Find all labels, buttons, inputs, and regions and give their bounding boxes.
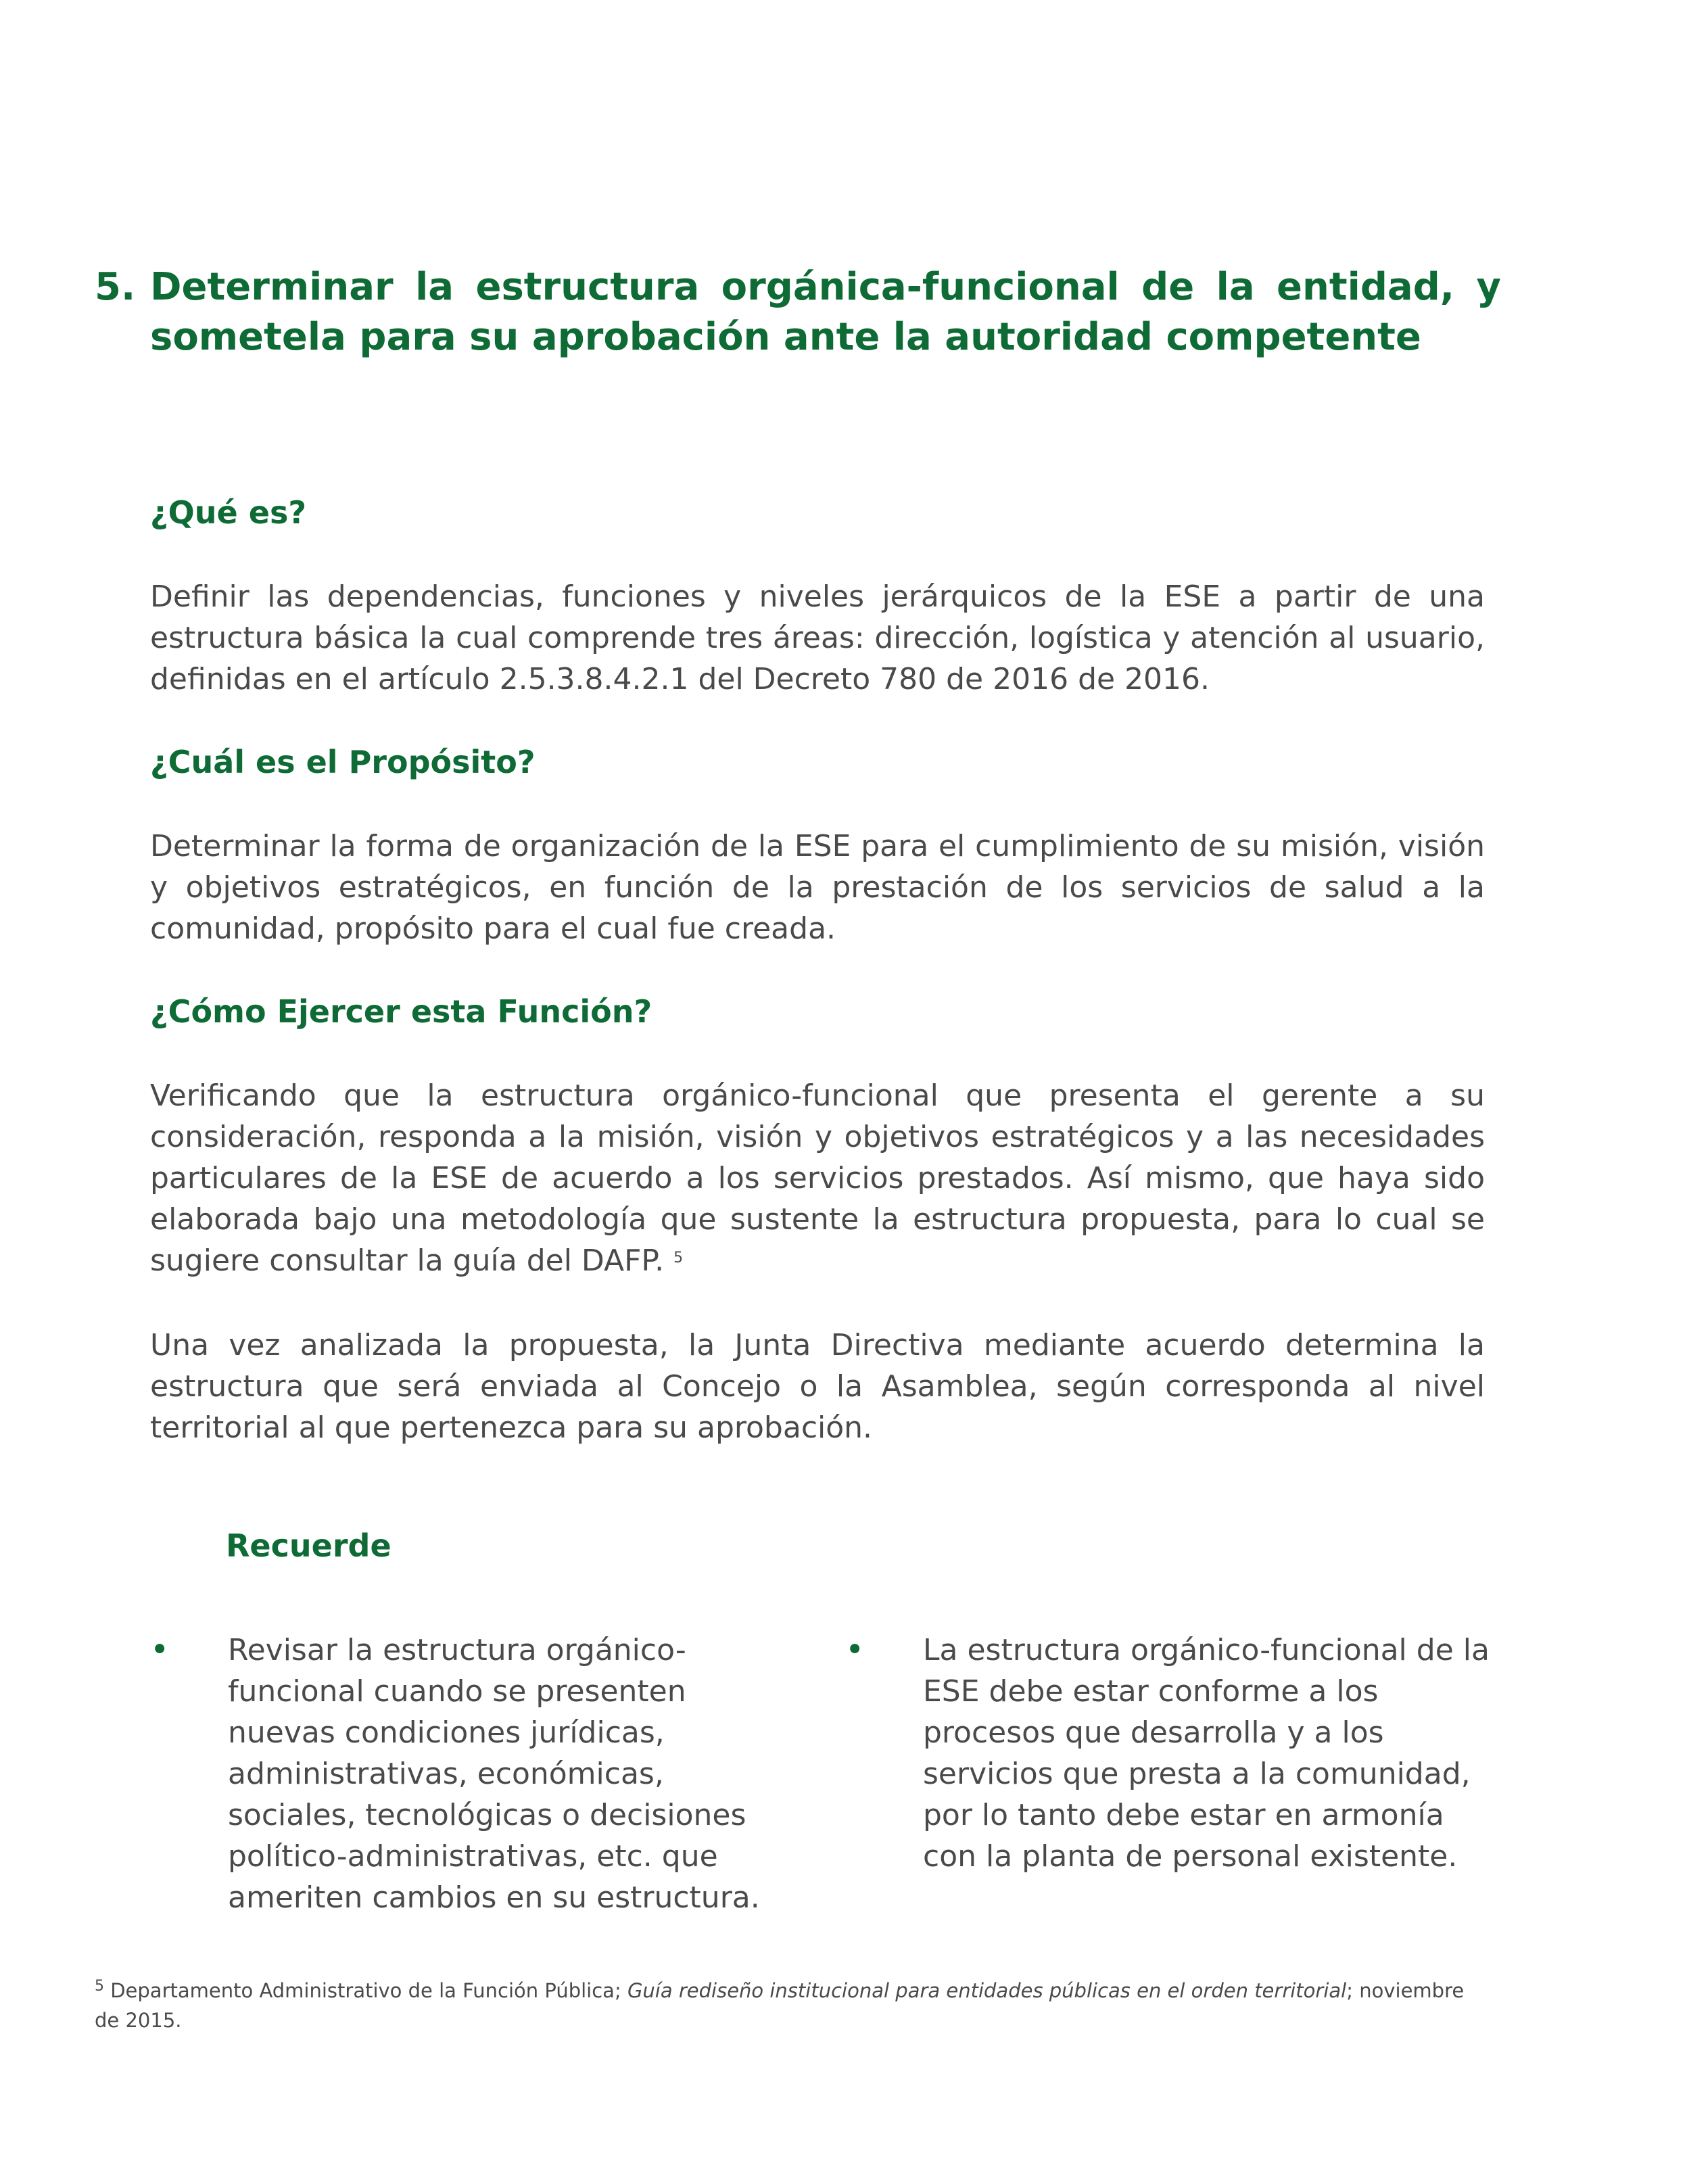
footnote-reference: 5 <box>673 1250 684 1266</box>
footnote-title: Guía rediseño institucional para entidades públicas en el orden territorial <box>627 1979 1347 2002</box>
recuerde-item-1-text: Revisar la estructura orgánico-funcional cuando se presenten nuevas condiciones jurídicas, administrativas, económicas, sociales, tecnológicas o decisiones político-administrativas, etc. que ameriten cambios en su estructura. <box>228 1633 760 1915</box>
recuerde-item-1 <box>150 1630 799 1918</box>
como-text-1-body: Verificando que la estructura orgánico-funcional que presenta el gerente a su consideración, responda a la misión, visión y objetivos estratégicos y a las necesidades particulares de la ESE de acuerdo a los servicios prestados. Así mismo, que haya sido elaborada bajo una metodología que sustente la estructura propuesta, para lo cual se sugiere consultar la guía del DAFP. <box>150 1078 1485 1278</box>
como-text-1 <box>150 1075 1485 1281</box>
footnote-number: 5 <box>95 1978 104 1995</box>
como-heading: ¿Cómo Ejercer esta Función? <box>150 993 652 1030</box>
que-es-heading: ¿Qué es? <box>150 494 307 531</box>
que-es-text: Definir las dependencias, funciones y niveles jerárquicos de la ESE a partir de una estructura básica la cual comprende tres áreas: dirección, logística y atención al usuario, definidas en el artículo 2.5.3.8.4.2.1 del Decreto 780 de 2016 de 2016. <box>150 579 1485 696</box>
footnote-date: ; noviembre de 2015. <box>95 1979 1465 2032</box>
bullet-icon: • <box>150 1631 170 1669</box>
bullet-icon: • <box>845 1631 865 1669</box>
footnote-author: Departamento Administrativo de la Función Pública; <box>110 1979 621 2002</box>
recuerde-item-2-text: La estructura orgánico-funcional de la ESE debe estar conforme a los procesos que desarrolla y a los servicios que presta a la comunidad, por lo tanto debe estar en armonía con la planta de personal existente. <box>923 1633 1490 1874</box>
recuerde-heading: Recuerde <box>226 1527 391 1564</box>
section-title: Determinar la estructura orgánica-funcional de la entidad, y sometela para su aprobación ante la autoridad competente <box>150 265 1501 359</box>
section-number: 5. <box>95 265 136 309</box>
footnote <box>95 1976 1488 2035</box>
proposito-heading: ¿Cuál es el Propósito? <box>150 744 536 780</box>
section-heading <box>95 262 1501 362</box>
como-text-2: Una vez analizada la propuesta, la Junta Directiva mediante acuerdo determina la estructura que será enviada al Concejo o la Asamblea, según corresponda al nivel territorial al que pertenezca para su aprobación. <box>150 1328 1485 1445</box>
recuerde-item-2 <box>845 1630 1494 1877</box>
proposito-text: Determinar la forma de organización de la ESE para el cumplimiento de su misión, visión y objetivos estratégicos, en función de la prestación de los servicios de salud a la comunidad, propósito para el cual fue creada. <box>150 829 1485 946</box>
